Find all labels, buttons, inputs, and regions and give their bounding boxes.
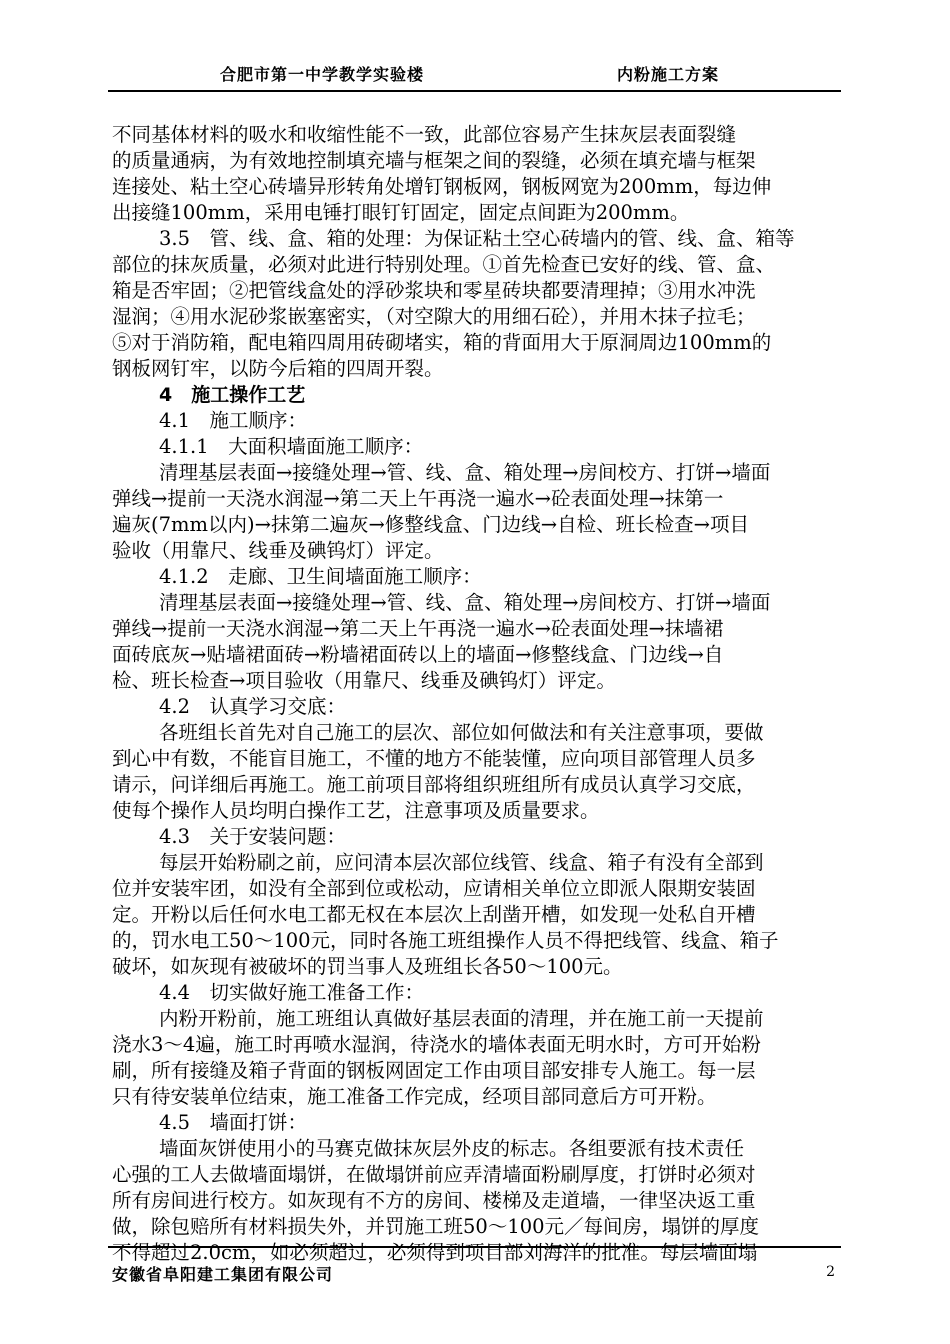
body-text-line: 的质量通病，为有效地控制填充墙与框架之间的裂缝，必须在填充墙与框架 [112,149,756,172]
body-text-line: 请示，问详细后再施工。施工前项目部将组织班组所有成员认真学习交底， [112,773,756,796]
body-text-line: 做，除包赔所有材料损失外，并罚施工班50～100元／每间房，塌饼的厚度 [112,1215,760,1238]
body-text-line: 4.2 认真学习交底： [159,695,347,718]
body-text-line: 所有房间进行校方。如灰现有不方的房间、楼梯及走道墙，一律坚决返工重 [112,1189,756,1212]
body-text-line: 破坏，如灰现有被破坏的罚当事人及班组长各50～100元。 [112,955,623,978]
body-text-line: 3.5 管、线、盒、箱的处理：为保证粘土空心砖墙内的管、线、盒、箱等 [159,227,795,250]
body-text-line: 浇水3～4遍，施工时再喷水湿润，待浇水的墙体表面无明水时，方可开始粉 [112,1033,761,1056]
body-text-line: 只有待安装单位结束，施工准备工作完成，经项目部同意后方可开粉。 [112,1085,717,1108]
body-text-line: 4.4 切实做好施工准备工作： [159,981,425,1004]
body-text-line: 到心中有数，不能盲目施工，不懂的地方不能装懂，应向项目部管理人员多 [112,747,756,770]
document-body [112,122,842,1266]
body-text-line: 刷，所有接缝及箱子背面的钢板网固定工作由项目部安排专人施工。每一层 [112,1059,756,1082]
body-text-line: 钢板网钉牢，以防今后箱的四周开裂。 [112,357,444,380]
body-text-line: 各班组长首先对自己施工的层次、部位如何做法和有关注意事项，要做 [159,721,764,744]
footer-company-name: 安徽省阜阳建工集团有限公司 [112,1265,334,1284]
body-text-line: 不同基体材料的吸水和收缩性能不一致，此部位容易产生抹灰层表面裂缝 [112,123,737,146]
body-text-line: 不得超过2.0cm，如必须超过，必须得到项目部刘海洋的批准。每层墙面塌 [112,1241,758,1264]
body-text-line: 检、班长检查→项目验收（用靠尺、线垂及碘钨灯）评定。 [112,669,616,692]
body-text-line: 心强的工人去做墙面塌饼，在做塌饼前应弄清墙面粉刷厚度，打饼时必须对 [112,1163,756,1186]
body-text-line: 墙面灰饼使用小的马赛克做抹灰层外皮的标志。各组要派有技术责任 [159,1137,745,1160]
body-text-line: 清理基层表面→接缝处理→管、线、盒、箱处理→房间校方、打饼→墙面 [159,591,771,614]
page-header [108,56,841,92]
body-text-line: 连接处、粘土空心砖墙异形转角处增钉钢板网，钢板网宽为200mm，每边伸 [112,175,772,198]
body-text-line: 的，罚水电工50～100元，同时各施工班组操作人员不得把线管、线盒、箱子 [112,929,779,952]
body-text-line: 每层开始粉刷之前，应问清本层次部位线管、线盒、箱子有没有全部到 [159,851,764,874]
section-heading: 4 施工操作工艺 [159,384,306,406]
body-text-line: 验收（用靠尺、线垂及碘钨灯）评定。 [112,539,444,562]
body-text-line: 遍灰(7mm以内)→抹第二遍灰→修整线盒、门边线→自检、班长检查→项目 [112,513,749,536]
body-text-line: 内粉开粉前，施工班组认真做好基层表面的清理，并在施工前一天提前 [159,1007,764,1030]
body-text-line: 清理基层表面→接缝处理→管、线、盒、箱处理→房间校方、打饼→墙面 [159,461,771,484]
header-document-title: 内粉施工方案 [617,65,720,84]
body-text-line: 弹线→提前一天浇水润湿→第二天上午再浇一遍水→砼表面处理→抹第一 [112,487,724,510]
body-text-line: 面砖底灰→贴墙裙面砖→粉墙裙面砖以上的墙面→修整线盒、门边线→自 [112,643,724,666]
body-text-line: ⑤对于消防箱，配电箱四周用砖砌堵实，箱的背面用大于原洞周边100mm的 [112,331,772,354]
body-text-line: 4.1.1 大面积墙面施工顺序： [159,435,424,458]
page-number: 2 [826,1264,835,1280]
body-text-line: 定。开粉以后任何水电工都无权在本层次上刮凿开槽，如发现一处私自开槽 [112,903,756,926]
body-text-line: 湿润；④用水泥砂浆嵌塞密实，（对空隙大的用细石砼），并用木抹子拉毛； [112,305,756,328]
body-text-line: 出接缝100mm，采用电锤打眼钉钉固定，固定点间距为200mm。 [112,201,690,224]
body-text-line: 位并安装牢团，如没有全部到位或松动，应请相关单位立即派人限期安装固 [112,877,756,900]
body-text-line: 弹线→提前一天浇水润湿→第二天上午再浇一遍水→砼表面处理→抹墙裙 [112,617,724,640]
body-text-line: 4.1 施工顺序： [159,409,308,432]
body-text-line: 4.1.2 走廊、卫生间墙面施工顺序： [159,565,482,588]
header-project-title: 合肥市第一中学教学实验楼 [220,65,425,84]
body-text-line: 箱是否牢固；②把管线盒处的浮砂浆块和零星砖块都要清理掉；③用水冲洗 [112,279,756,302]
page-footer [108,1246,841,1288]
body-text-line: 4.5 墙面打饼： [159,1111,308,1134]
body-text-line: 部位的抹灰质量，必须对此进行特别处理。①首先检查已安好的线、管、盒、 [112,253,776,276]
body-text-line: 使每个操作人员均明白操作工艺，注意事项及质量要求。 [112,799,600,822]
body-text-line: 4.3 关于安装问题： [159,825,347,848]
